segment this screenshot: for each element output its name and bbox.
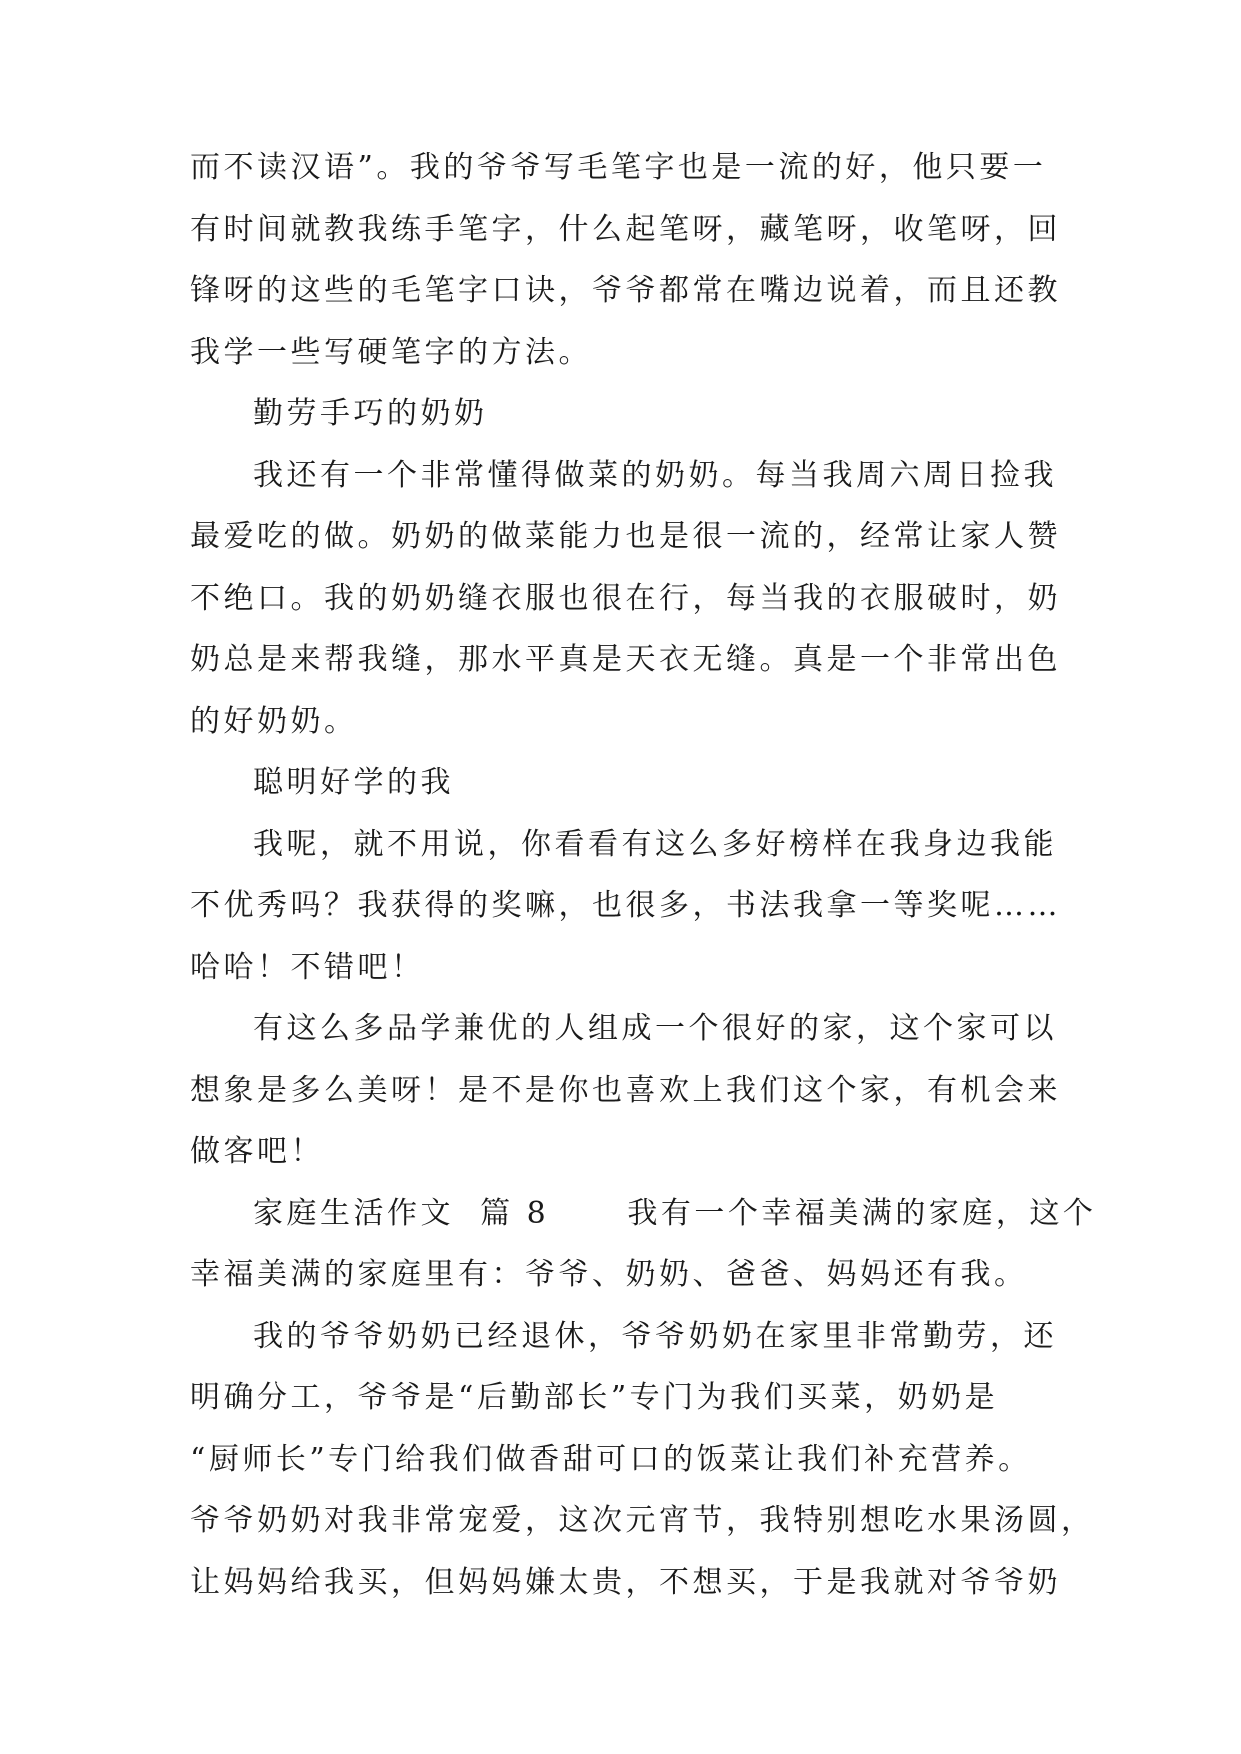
text-line: 最爱吃的做。奶奶的做菜能力也是很一流的，经常让家人赞: [190, 519, 1061, 554]
text-line: 而不读汉语”。我的爷爷写毛笔字也是一流的好，他只要一: [190, 150, 1047, 185]
text-line: 不绝口。我的奶奶缝衣服也很在行，每当我的衣服破时，奶: [190, 581, 1061, 616]
text-line: 明确分工，爷爷是“后勤部长”专门为我们买菜，奶奶是: [190, 1380, 999, 1415]
text-line: 让妈妈给我买，但妈妈嫌太贵，不想买，于是我就对爷爷奶: [190, 1565, 1061, 1600]
text-line: 有时间就教我练手笔字，什么起笔呀，藏笔呀，收笔呀，回: [190, 212, 1061, 247]
text-line: 我还有一个非常懂得做菜的奶奶。每当我周六周日捡我: [253, 458, 1057, 493]
section-heading: 勤劳手巧的奶奶: [253, 396, 488, 431]
text-line: 的好奶奶。: [190, 704, 358, 739]
text-line: 我的爷爷奶奶已经退休，爷爷奶奶在家里非常勤劳，还: [253, 1319, 1057, 1354]
text-line: 想象是多么美呀！是不是你也喜欢上我们这个家，有机会来: [190, 1073, 1061, 1108]
article-heading-line: 家庭生活作文 篇 8 我有一个幸福美满的家庭，这个: [253, 1196, 1097, 1231]
text-line: 幸福美满的家庭里有：爷爷、奶奶、爸爸、妈妈还有我。: [190, 1257, 1028, 1292]
section-heading: 聪明好学的我: [253, 765, 454, 800]
text-line: 有这么多品学兼优的人组成一个很好的家，这个家可以: [253, 1011, 1057, 1046]
text-line: 哈哈！不错吧！: [190, 950, 425, 985]
text-line: 锋呀的这些的毛笔字口诀，爷爷都常在嘴边说着，而且还教: [190, 273, 1061, 308]
text-line: 不优秀吗？我获得的奖嘛，也很多，书法我拿一等奖呢……: [190, 888, 1061, 923]
text-line: 奶总是来帮我缝，那水平真是天衣无缝。真是一个非常出色: [190, 642, 1061, 677]
text-line: 我学一些写硬笔字的方法。: [190, 335, 592, 370]
text-line: 做客吧！: [190, 1134, 324, 1169]
text-line: 爷爷奶奶对我非常宠爱，这次元宵节，我特别想吃水果汤圆，: [190, 1503, 1095, 1538]
text-line: 我呢，就不用说，你看看有这么多好榜样在我身边我能: [253, 827, 1057, 862]
text-line: “厨师长”专门给我们做香甜可口的饭菜让我们补充营养。: [190, 1442, 1032, 1477]
